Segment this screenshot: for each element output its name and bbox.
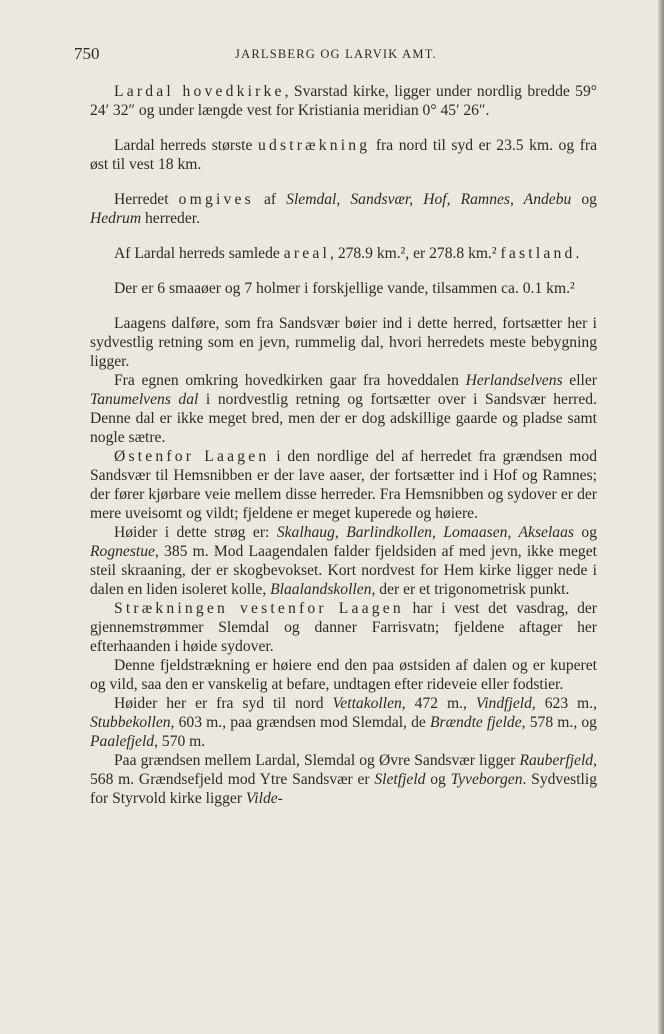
paragraph-east-of-laagen: Østenfor Laagen i den nordlige del af herredet fra grændsen mod Sandsvær til Hemsnibben er der lave aaser, der fortsætter ind i Hof og Ramnes; der fører kjørbare veie mellem disse herreder. Fra Hemsnibben og sydover er der mere uveisomt og vildt; fjeldene er meget kuperede og høiere. xyxy=(90,448,597,522)
paragraph-borders: Herredet omgives af Slemdal, Sandsvær, Hof, Ramnes, Andebu og Hedrum herreder. xyxy=(90,191,597,227)
page-edge-shadow xyxy=(658,0,664,1034)
paragraph-east-heights: Høider i dette strøg er: Skalhaug, Barlindkollen, Lomaasen, Akselaas og Rognestue, 385 m. Mod Laagendalen falder fjeldsiden af med jevn, ikke meget steil skraaning, der er skogbevokset. Kort nordvest for Hem kirke ligger nede i dalen en liden isoleret kolle, Blaalandskollen, der er et trigonometrisk punkt. xyxy=(90,524,597,598)
paragraph-west-terrain: Denne fjeldstrækning er høiere end den paa østsiden af dalen og er kuperet og vild, saa den er vanskelig at befare, undtagen efter rideveie eller fodstier. xyxy=(90,657,597,693)
paragraph-extent: Lardal herreds største udstrækning fra nord til syd er 23.5 km. og fra øst til vest 18 km. xyxy=(90,137,598,173)
paragraph-islands: Der er 6 smaaøer og 7 holmer i forskjellige vande, tilsammen ca. 0.1 km.² xyxy=(114,280,575,297)
paragraph-west-heights: Høider her er fra syd til nord Vettakollen, 472 m., Vindfjeld, 623 m., Stubbekollen, 603 m., paa grændsen mod Slemdal, de Brændte fjelde, 578 m., og Paalefjeld, 570 m. xyxy=(90,695,597,750)
paragraph-border-mountains: Paa grændsen mellem Lardal, Slemdal og Øvre Sandsvær ligger Rauberfjeld, 568 m. Grændsefjeld mod Ytre Sandsvær er Sletfjeld og Tyveborgen. Sydvestlig for Styrvold kirke ligger Vilde- xyxy=(90,752,598,807)
page-number: 750 xyxy=(74,44,100,63)
paragraph-side-valley: Fra egnen omkring hovedkirken gaar fra hoveddalen Herlandselvens eller Tanumelvens dal i nordvestlig retning og fortsætter over i Sandsvær herred. Denne dal er ikke meget bred, men der er dog adskillige gaarde og pladse samt nogle sætre. xyxy=(90,372,597,446)
body-text xyxy=(90,82,597,808)
running-title: JARLSBERG OG LARVIK AMT. xyxy=(235,47,437,61)
paragraph-church-coordinates: Lardal hovedkirke, Svarstad kirke, ligger under nordlig bredde 59° 24′ 32″ og under længde vest for Kristiania meridian 0° 45′ 26″. xyxy=(90,83,597,119)
page-header xyxy=(74,44,598,64)
paragraph-west-of-laagen: Strækningen vestenfor Laagen har i vest det vasdrag, der gjennemstrømmer Slemdal og danner Farrisvatn; fjeldene aftager her efterhaanden i høide sydover. xyxy=(90,600,597,655)
paragraph-laagen-valley: Laagens dalføre, som fra Sandsvær bøier ind i dette herred, fortsætter her i sydvestlig retning som en jevn, rummelig dal, hvori herredets meste bebygning ligger. xyxy=(90,315,597,370)
paragraph-area: Af Lardal herreds samlede areal, 278.9 km.², er 278.8 km.² fastland. xyxy=(114,245,580,262)
